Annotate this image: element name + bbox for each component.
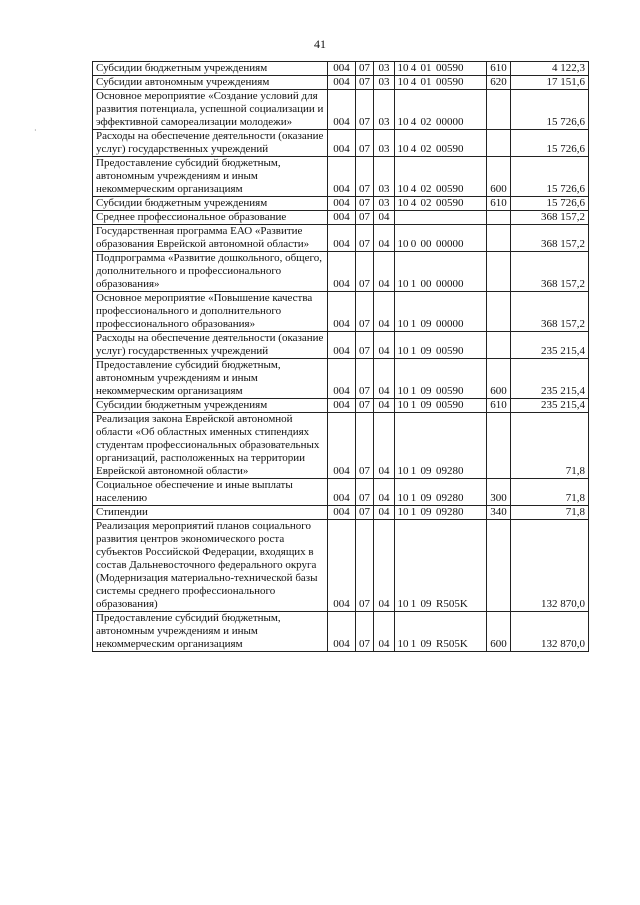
row-rz: 07 <box>356 211 374 225</box>
row-csr-program: 10 <box>397 492 409 504</box>
row-csr-direction: 09280 <box>436 465 464 477</box>
row-rz: 07 <box>356 225 374 252</box>
row-csr-subprogram: 4 <box>410 197 417 209</box>
row-rz: 07 <box>356 359 374 399</box>
row-csr-subprogram: 1 <box>410 598 417 610</box>
row-pr: 04 <box>374 225 395 252</box>
table-row <box>93 76 589 90</box>
row-name: Реализация мероприятий планов социального развития центров экономического роста субъектов Российской Федерации, входящих в состав Дальневосточного федерального округа (Модернизация материально-технической базы системы среднего профессионального образования) <box>93 520 328 612</box>
row-csr-program: 10 <box>397 318 409 330</box>
table-body <box>93 62 589 652</box>
row-csr-direction: 00590 <box>436 143 464 155</box>
row-vr <box>487 332 511 359</box>
row-csr-direction: 00590 <box>436 385 464 397</box>
row-amount: 71,8 <box>511 413 589 479</box>
row-name: Основное мероприятие «Повышение качества профессионального и дополнительного профессионального образования» <box>93 292 328 332</box>
row-csr-event: 01 <box>420 76 432 88</box>
row-amount: 17 151,6 <box>511 76 589 90</box>
row-grbs: 004 <box>328 130 356 157</box>
row-csr-program: 10 <box>397 62 409 74</box>
row-name: Основное мероприятие «Создание условий для развития потенциала, успешной социализации и эффективной самореализации молодежи» <box>93 90 328 130</box>
row-amount: 15 726,6 <box>511 197 589 211</box>
row-pr: 03 <box>374 90 395 130</box>
row-pr: 03 <box>374 62 395 76</box>
row-name: Предоставление субсидий бюджетным, автономным учреждениям и иным некоммерческим организациям <box>93 157 328 197</box>
row-csr-event: 02 <box>420 143 432 155</box>
row-rz: 07 <box>356 399 374 413</box>
row-rz: 07 <box>356 612 374 652</box>
table-row <box>93 130 589 157</box>
row-csr-program: 10 <box>397 385 409 397</box>
row-amount: 368 157,2 <box>511 211 589 225</box>
row-csr-direction: 00590 <box>436 183 464 195</box>
row-name: Субсидии бюджетным учреждениям <box>93 62 328 76</box>
row-name: Стипендии <box>93 506 328 520</box>
row-name: Расходы на обеспечение деятельности (оказание услуг) государственных учреждений <box>93 130 328 157</box>
row-csr-subprogram: 1 <box>410 385 417 397</box>
row-csr-event: 09 <box>420 492 432 504</box>
row-csr-direction: 09280 <box>436 506 464 518</box>
table-row <box>93 612 589 652</box>
row-pr: 04 <box>374 612 395 652</box>
row-name: Предоставление субсидий бюджетным, автономным учреждениям и иным некоммерческим организациям <box>93 612 328 652</box>
row-csr-program: 10 <box>397 638 409 650</box>
row-csr <box>395 399 487 413</box>
row-csr-subprogram: 4 <box>410 143 417 155</box>
row-amount: 71,8 <box>511 506 589 520</box>
row-csr-direction: R505K <box>436 598 468 610</box>
row-csr <box>395 520 487 612</box>
row-vr <box>487 90 511 130</box>
table-row <box>93 225 589 252</box>
row-amount: 368 157,2 <box>511 225 589 252</box>
row-rz: 07 <box>356 479 374 506</box>
row-csr <box>395 157 487 197</box>
row-csr <box>395 479 487 506</box>
row-vr <box>487 292 511 332</box>
row-rz: 07 <box>356 90 374 130</box>
row-csr-direction: 00590 <box>436 197 464 209</box>
row-amount: 368 157,2 <box>511 252 589 292</box>
table-row <box>93 62 589 76</box>
row-rz: 07 <box>356 76 374 90</box>
row-csr-subprogram: 0 <box>410 238 417 250</box>
row-pr: 04 <box>374 292 395 332</box>
row-grbs: 004 <box>328 62 356 76</box>
row-amount: 235 215,4 <box>511 399 589 413</box>
row-csr-event: 09 <box>420 506 432 518</box>
row-csr <box>395 130 487 157</box>
row-csr-subprogram: 1 <box>410 399 417 411</box>
row-csr-subprogram: 1 <box>410 345 417 357</box>
row-vr: 600 <box>487 157 511 197</box>
row-csr-event: 09 <box>420 465 432 477</box>
row-vr: 620 <box>487 76 511 90</box>
row-csr-subprogram: 4 <box>410 116 417 128</box>
row-csr-subprogram: 4 <box>410 183 417 195</box>
row-csr-program: 10 <box>397 116 409 128</box>
row-csr-subprogram: 4 <box>410 76 417 88</box>
row-pr: 04 <box>374 520 395 612</box>
row-csr-direction: 09280 <box>436 492 464 504</box>
row-csr-program: 10 <box>397 183 409 195</box>
row-csr-direction: 00000 <box>436 278 464 290</box>
row-csr-subprogram: 1 <box>410 506 417 518</box>
row-name: Расходы на обеспечение деятельности (оказание услуг) государственных учреждений <box>93 332 328 359</box>
row-csr <box>395 90 487 130</box>
table-row <box>93 252 589 292</box>
row-grbs: 004 <box>328 90 356 130</box>
row-csr-event: 00 <box>420 278 432 290</box>
row-csr <box>395 332 487 359</box>
row-csr-event: 02 <box>420 197 432 209</box>
row-csr-program: 10 <box>397 345 409 357</box>
row-rz: 07 <box>356 197 374 211</box>
row-vr: 610 <box>487 62 511 76</box>
row-rz: 07 <box>356 520 374 612</box>
row-grbs: 004 <box>328 252 356 292</box>
row-csr-direction: R505K <box>436 638 468 650</box>
row-csr <box>395 612 487 652</box>
row-rz: 07 <box>356 130 374 157</box>
row-grbs: 004 <box>328 225 356 252</box>
row-csr-direction: 00000 <box>436 238 464 250</box>
table-row <box>93 520 589 612</box>
row-csr-subprogram: 1 <box>410 492 417 504</box>
page-number: 41 <box>314 37 326 51</box>
row-grbs: 004 <box>328 413 356 479</box>
row-amount: 235 215,4 <box>511 332 589 359</box>
row-csr-subprogram: 1 <box>410 465 417 477</box>
row-rz: 07 <box>356 506 374 520</box>
row-grbs: 004 <box>328 157 356 197</box>
row-name: Государственная программа ЕАО «Развитие образования Еврейской автономной области» <box>93 225 328 252</box>
row-grbs: 004 <box>328 332 356 359</box>
row-pr: 04 <box>374 413 395 479</box>
row-csr-direction: 00590 <box>436 399 464 411</box>
row-csr-event: 02 <box>420 116 432 128</box>
row-rz: 07 <box>356 252 374 292</box>
row-amount: 132 870,0 <box>511 520 589 612</box>
row-csr-direction: 00590 <box>436 345 464 357</box>
row-csr-program: 10 <box>397 197 409 209</box>
row-amount: 132 870,0 <box>511 612 589 652</box>
row-grbs: 004 <box>328 359 356 399</box>
row-pr: 03 <box>374 76 395 90</box>
row-rz: 07 <box>356 413 374 479</box>
row-vr <box>487 225 511 252</box>
row-name: Реализация закона Еврейской автономной области «Об областных именных стипендиях студентам профессиональных образовательных организаций, расположенных на территории Еврейской автономной области» <box>93 413 328 479</box>
margin-mark: · <box>34 126 37 135</box>
row-rz: 07 <box>356 62 374 76</box>
row-csr-program: 10 <box>397 506 409 518</box>
row-vr: 610 <box>487 399 511 413</box>
table-row <box>93 479 589 506</box>
row-name: Субсидии бюджетным учреждениям <box>93 197 328 211</box>
row-pr: 04 <box>374 479 395 506</box>
row-csr-subprogram: 1 <box>410 278 417 290</box>
row-csr-subprogram: 4 <box>410 62 417 74</box>
row-csr <box>395 292 487 332</box>
row-grbs: 004 <box>328 479 356 506</box>
row-vr <box>487 211 511 225</box>
row-amount: 368 157,2 <box>511 292 589 332</box>
row-pr: 03 <box>374 197 395 211</box>
table-row <box>93 359 589 399</box>
row-rz: 07 <box>356 157 374 197</box>
row-csr-event: 09 <box>420 318 432 330</box>
row-csr <box>395 252 487 292</box>
row-csr <box>395 197 487 211</box>
row-csr-direction: 00590 <box>436 76 464 88</box>
row-csr <box>395 225 487 252</box>
row-pr: 04 <box>374 506 395 520</box>
table-row <box>93 211 589 225</box>
row-csr-program: 10 <box>397 399 409 411</box>
row-amount: 4 122,3 <box>511 62 589 76</box>
row-csr <box>395 413 487 479</box>
row-csr-program: 10 <box>397 143 409 155</box>
row-csr-event: 09 <box>420 598 432 610</box>
row-grbs: 004 <box>328 520 356 612</box>
table-row <box>93 332 589 359</box>
row-csr-event: 00 <box>420 238 432 250</box>
row-amount: 15 726,6 <box>511 157 589 197</box>
row-csr <box>395 211 487 225</box>
row-name: Социальное обеспечение и иные выплаты населению <box>93 479 328 506</box>
row-csr-direction: 00000 <box>436 318 464 330</box>
row-rz: 07 <box>356 332 374 359</box>
table-row <box>93 197 589 211</box>
row-name: Субсидии автономным учреждениям <box>93 76 328 90</box>
row-vr <box>487 252 511 292</box>
row-amount: 235 215,4 <box>511 359 589 399</box>
row-csr-direction: 00590 <box>436 62 464 74</box>
row-csr-event: 01 <box>420 62 432 74</box>
table-row <box>93 157 589 197</box>
row-pr: 04 <box>374 252 395 292</box>
row-csr-event: 09 <box>420 399 432 411</box>
row-csr-program: 10 <box>397 238 409 250</box>
row-csr-subprogram: 1 <box>410 318 417 330</box>
row-csr-event: 09 <box>420 638 432 650</box>
row-name: Подпрограмма «Развитие дошкольного, общего, дополнительного и профессионального образования» <box>93 252 328 292</box>
table-row <box>93 90 589 130</box>
row-name: Среднее профессиональное образование <box>93 211 328 225</box>
row-pr: 03 <box>374 157 395 197</box>
row-pr: 04 <box>374 359 395 399</box>
row-csr-program: 10 <box>397 598 409 610</box>
row-csr-event: 09 <box>420 345 432 357</box>
row-csr-program: 10 <box>397 465 409 477</box>
row-csr-event: 09 <box>420 385 432 397</box>
row-csr <box>395 76 487 90</box>
row-grbs: 004 <box>328 506 356 520</box>
row-grbs: 004 <box>328 399 356 413</box>
row-grbs: 004 <box>328 211 356 225</box>
row-amount: 15 726,6 <box>511 90 589 130</box>
row-csr-subprogram: 1 <box>410 638 417 650</box>
row-name: Предоставление субсидий бюджетным, автономным учреждениям и иным некоммерческим организациям <box>93 359 328 399</box>
row-csr-program: 10 <box>397 76 409 88</box>
row-amount: 71,8 <box>511 479 589 506</box>
row-csr-event: 02 <box>420 183 432 195</box>
row-csr <box>395 506 487 520</box>
row-vr <box>487 413 511 479</box>
table-row <box>93 413 589 479</box>
row-pr: 03 <box>374 130 395 157</box>
row-pr: 04 <box>374 399 395 413</box>
row-grbs: 004 <box>328 76 356 90</box>
row-name: Субсидии бюджетным учреждениям <box>93 399 328 413</box>
row-vr <box>487 520 511 612</box>
row-vr: 300 <box>487 479 511 506</box>
row-rz: 07 <box>356 292 374 332</box>
row-vr: 600 <box>487 359 511 399</box>
table-row <box>93 506 589 520</box>
budget-table <box>92 61 589 652</box>
row-csr-program: 10 <box>397 278 409 290</box>
row-csr <box>395 62 487 76</box>
row-grbs: 004 <box>328 292 356 332</box>
row-csr <box>395 359 487 399</box>
row-pr: 04 <box>374 332 395 359</box>
table-row <box>93 292 589 332</box>
row-pr: 04 <box>374 211 395 225</box>
row-vr <box>487 130 511 157</box>
table-row <box>93 399 589 413</box>
row-grbs: 004 <box>328 612 356 652</box>
row-vr: 610 <box>487 197 511 211</box>
row-amount: 15 726,6 <box>511 130 589 157</box>
row-vr: 600 <box>487 612 511 652</box>
row-vr: 340 <box>487 506 511 520</box>
row-grbs: 004 <box>328 197 356 211</box>
row-csr-direction: 00000 <box>436 116 464 128</box>
